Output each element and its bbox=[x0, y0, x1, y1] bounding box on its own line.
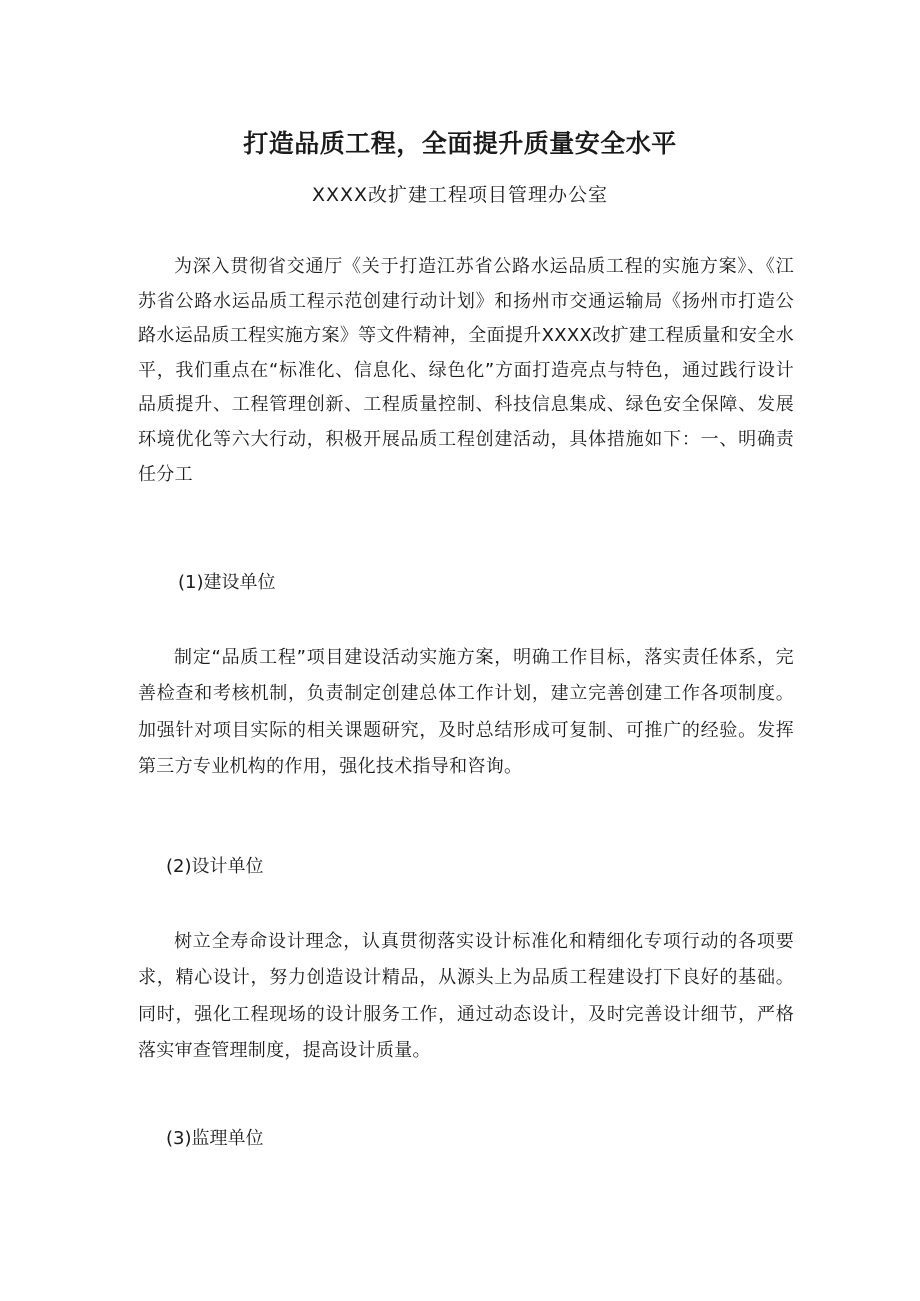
section-body-design-unit: 树立全寿命设计理念，认真贯彻落实设计标准化和精细化专项行动的各项要求，精心设计，努力创造设计精品，从源头上为品质工程建设打下良好的基础。同时，强化工程现场的设计服务工作，通过动态设计，及时完善设计细节，严格落实审查管理制度，提高设计质量。 bbox=[138, 931, 794, 1062]
document-subtitle: XXXX改扩建工程项目管理办公室 bbox=[311, 184, 609, 206]
section-heading-design-unit: (2)设计单位 bbox=[166, 856, 264, 877]
section-heading-supervision-unit: (3)监理单位 bbox=[166, 1128, 264, 1149]
section-body-construction-unit: 制定“品质工程”项目建设活动实施方案，明确工作目标，落实责任体系，完善检查和考核机制，负责制定创建总体工作计划，建立完善创建工作各项制度。加强针对项目实际的相关课题研究，及时总结形成可复制、可推广的经验。发挥第三方专业机构的作用，强化技术指导和咨询。 bbox=[138, 647, 794, 778]
intro-paragraph: 为深入贯彻省交通厅《关于打造江苏省公路水运品质工程的实施方案》、《江苏省公路水运品质工程示范创建行动计划》和扬州市交通运输局《扬州市打造公路水运品质工程实施方案》等文件精神，全面提升XXXX改扩建工程质量和安全水平，我们重点在“标准化、信息化、绿色化”方面打造亮点与特色，通过践行设计品质提升、工程管理创新、工程质量控制、科技信息集成、绿色安全保障、发展环境优化等六大行动，积极开展品质工程创建活动，具体措施如下：一、明确责任分工 bbox=[138, 256, 794, 485]
document-title: 打造品质工程，全面提升质量安全水平 bbox=[243, 129, 677, 158]
section-heading-construction-unit: (1)建设单位 bbox=[178, 572, 276, 593]
